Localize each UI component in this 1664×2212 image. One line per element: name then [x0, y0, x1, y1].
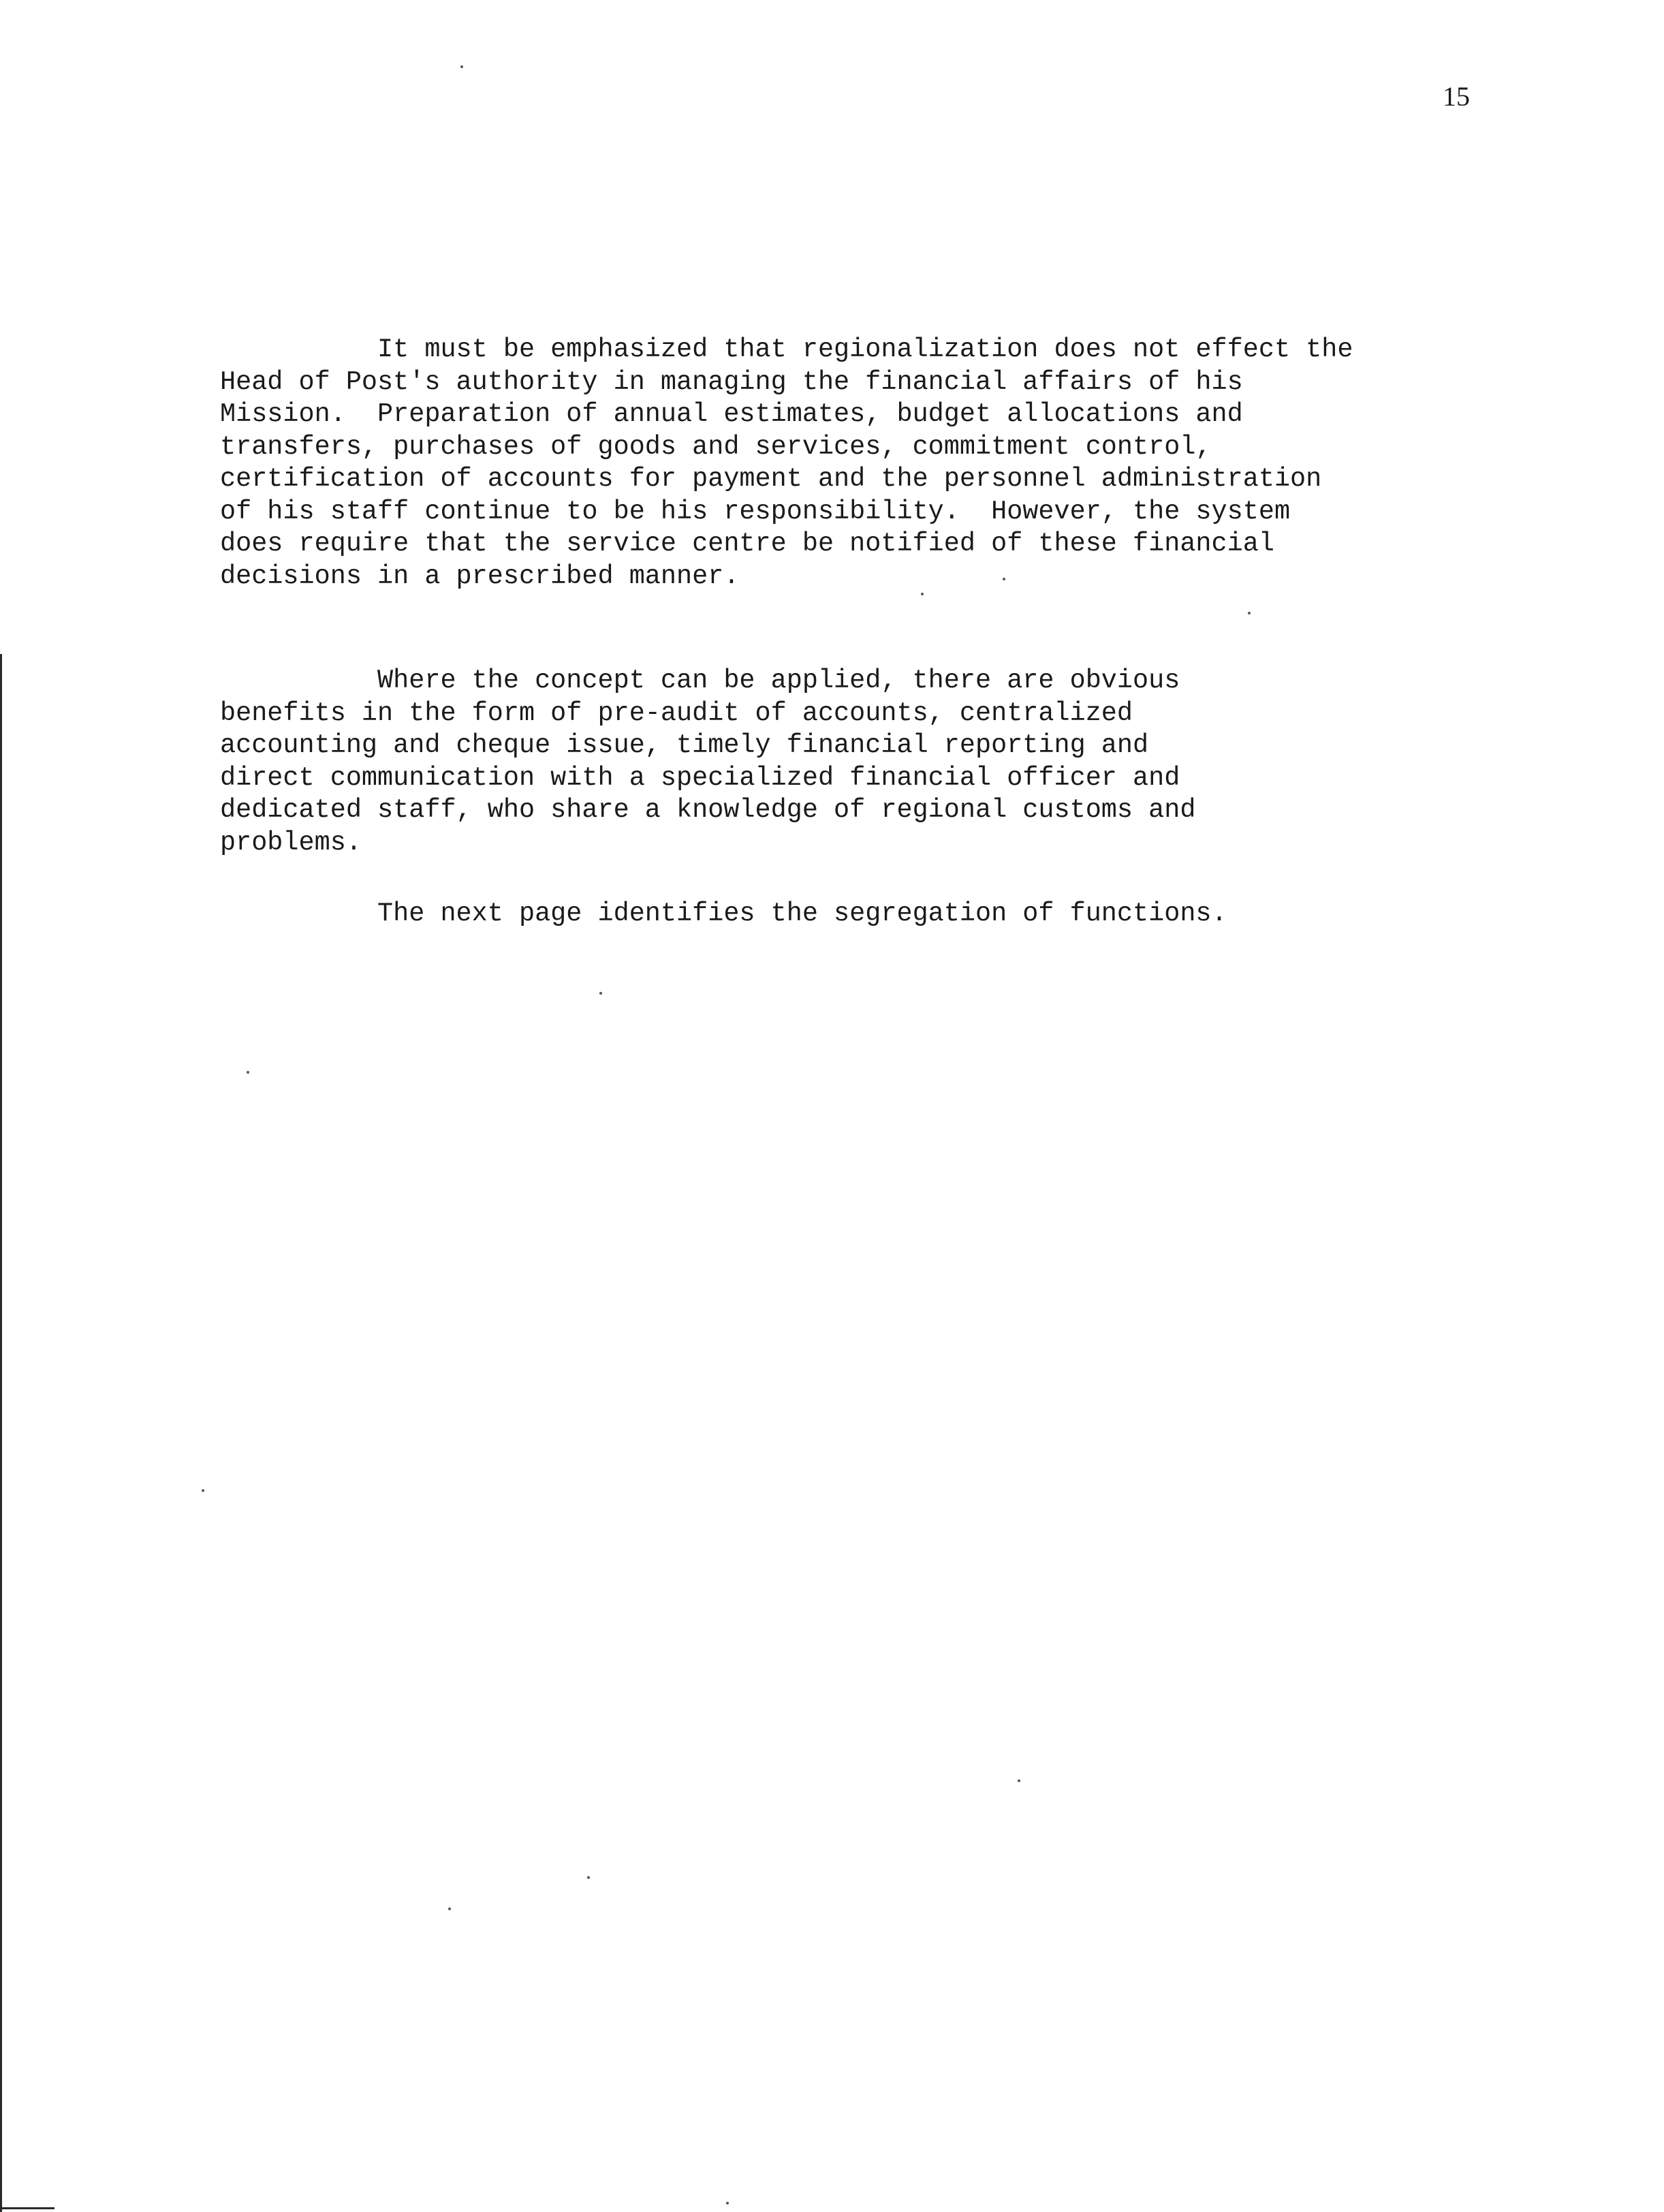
text-line: Mission. Preparation of annual estimates, budget allocations and — [220, 399, 1243, 429]
scan-speck — [1003, 578, 1005, 580]
scan-speck — [726, 2202, 729, 2205]
text-line: does require that the service centre be notified of these financial — [220, 529, 1274, 559]
scan-speck — [202, 1489, 204, 1492]
text-line: It must be emphasized that regionalization does not effect the — [220, 334, 1353, 364]
text-line: of his staff continue to be his responsibility. However, the system — [220, 496, 1291, 527]
text-line: benefits in the form of pre-audit of accounts, centralized — [220, 698, 1133, 728]
scan-speck — [460, 65, 463, 68]
paragraph-next-page — [220, 898, 1514, 931]
text-line: transfers, purchases of goods and services, commitment control, — [220, 431, 1212, 462]
scan-speck — [1018, 1779, 1020, 1782]
text-line: The next page identifies the segregation of functions. — [220, 899, 1227, 929]
paragraph-concept-benefits — [220, 665, 1514, 859]
text-line: certification of accounts for payment and the personnel administration — [220, 464, 1322, 494]
scan-bottom-edge — [0, 2207, 54, 2209]
text-line: accounting and cheque issue, timely financial reporting and — [220, 730, 1149, 760]
text-line: Head of Post's authority in managing the financial affairs of his — [220, 367, 1243, 397]
paragraph-regionalization-authority — [220, 334, 1514, 593]
scan-left-edge — [0, 654, 2, 2212]
scan-speck — [921, 593, 924, 595]
scan-speck — [599, 992, 602, 995]
scan-speck — [1248, 612, 1251, 614]
text-line: decisions in a prescribed manner. — [220, 561, 740, 591]
text-line: problems. — [220, 827, 362, 858]
scan-speck — [448, 1907, 451, 1910]
scan-speck — [587, 1876, 590, 1879]
text-line: direct communication with a specialized financial officer and — [220, 762, 1180, 793]
scan-speck — [247, 1071, 249, 1074]
page-number: 15 — [1443, 81, 1470, 112]
text-line: dedicated staff, who share a knowledge of regional customs and — [220, 795, 1196, 825]
text-line: Where the concept can be applied, there are obvious — [220, 666, 1180, 696]
